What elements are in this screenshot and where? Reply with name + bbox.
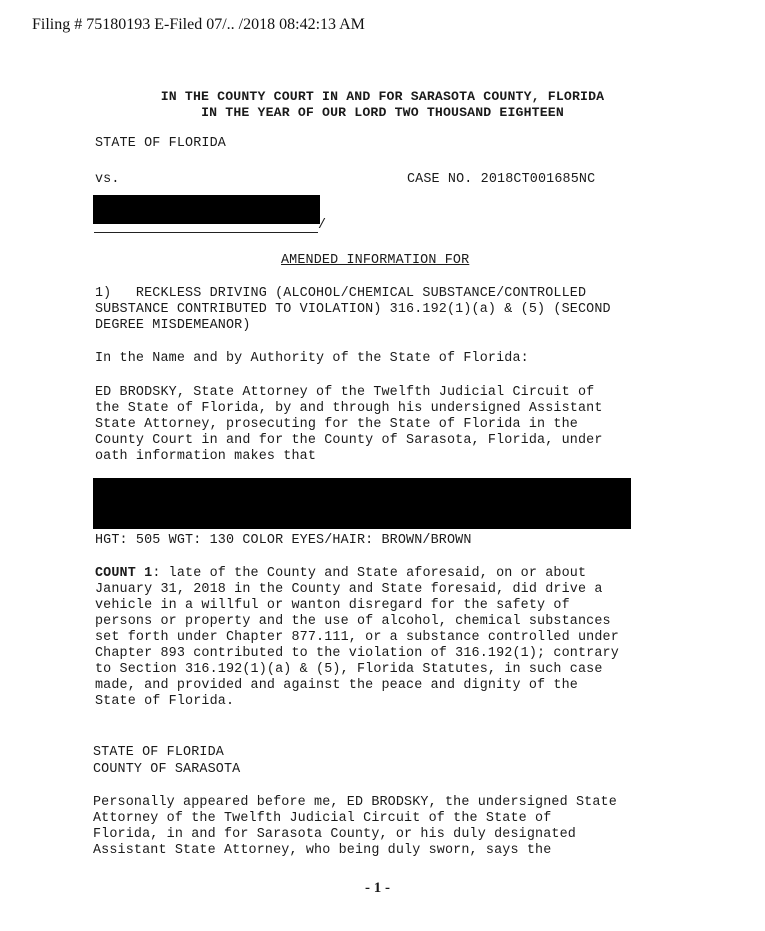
redacted-defendant-details	[93, 478, 631, 529]
charge-line-1: 1) RECKLESS DRIVING (ALCOHOL/CHEMICAL SUBSTANCE/CONTROLLED	[95, 286, 587, 301]
oath-line: Attorney of the Twelfth Judicial Circuit of the State of	[93, 811, 552, 826]
filing-header: Filing # 75180193 E-Filed 07/.. /2018 08:42:13 AM	[32, 16, 365, 33]
authority-statement: In the Name and by Authority of the State of Florida:	[95, 351, 529, 366]
caption-slash: /	[318, 218, 327, 233]
venue-county: COUNTY OF SARASOTA	[93, 762, 241, 777]
count-line: set forth under Chapter 877.111, or a substance controlled under	[95, 630, 619, 645]
redacted-defendant-name	[93, 195, 320, 224]
caption-underline	[94, 232, 318, 233]
court-heading-line1: IN THE COUNTY COURT IN AND FOR SARASOTA COUNTY, FLORIDA	[160, 89, 605, 104]
count-1-first-line	[95, 566, 586, 581]
count-line: Chapter 893 contributed to the violation of 316.192(1); contrary	[95, 646, 619, 661]
document-title: AMENDED INFORMATION FOR	[281, 253, 470, 268]
charge-line-2: SUBSTANCE CONTRIBUTED TO VIOLATION) 316.192(1)(a) & (5) (SECOND	[95, 302, 611, 317]
count-line: persons or property and the use of alcohol, chemical substances	[95, 614, 611, 629]
oath-line: Assistant State Attorney, who being duly sworn, says the	[93, 843, 552, 858]
page-number: - 1 -	[365, 880, 390, 896]
intro-line: ED BRODSKY, State Attorney of the Twelfth Judicial Circuit of	[95, 385, 595, 400]
intro-line: County Court in and for the County of Sarasota, Florida, under	[95, 433, 603, 448]
versus-label: vs.	[95, 172, 120, 187]
count-line: January 31, 2018 in the County and State foresaid, did drive a	[95, 582, 603, 597]
count-text: : late of the County and State aforesaid, on or about	[152, 566, 587, 581]
venue-state: STATE OF FLORIDA	[93, 745, 224, 760]
count-line: made, and provided and against the peace and dignity of the	[95, 678, 578, 693]
count-label: COUNT 1	[95, 566, 153, 581]
court-heading-line2: IN THE YEAR OF OUR LORD TWO THOUSAND EIGHTEEN	[201, 105, 564, 120]
intro-line: State Attorney, prosecuting for the State of Florida in the	[95, 417, 578, 432]
count-line: to Section 316.192(1)(a) & (5), Florida Statutes, in such case	[95, 662, 603, 677]
count-line: State of Florida.	[95, 694, 235, 709]
count-line: vehicle in a willful or wanton disregard for the safety of	[95, 598, 570, 613]
case-number: CASE NO. 2018CT001685NC	[407, 172, 596, 187]
physical-description: HGT: 505 WGT: 130 COLOR EYES/HAIR: BROWN/BROWN	[95, 533, 472, 548]
plaintiff-caption: STATE OF FLORIDA	[95, 136, 226, 151]
oath-line: Personally appeared before me, ED BRODSKY, the undersigned State	[93, 795, 617, 810]
intro-line: oath information makes that	[95, 449, 317, 464]
oath-line: Florida, in and for Sarasota County, or his duly designated	[93, 827, 576, 842]
intro-line: the State of Florida, by and through his undersigned Assistant	[95, 401, 603, 416]
charge-line-3: DEGREE MISDEMEANOR)	[95, 318, 251, 333]
